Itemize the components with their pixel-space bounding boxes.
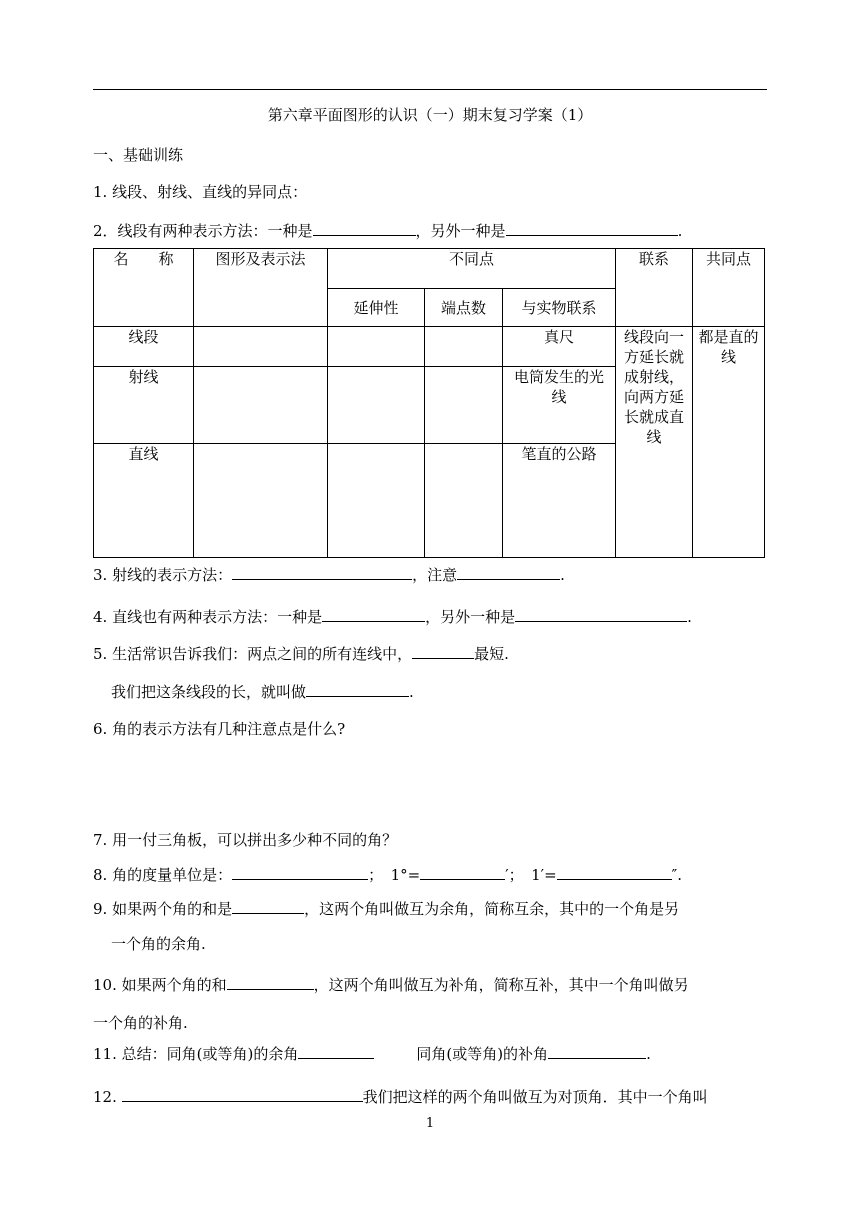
q8-blank-1[interactable] xyxy=(232,864,368,880)
q3-blank-1[interactable] xyxy=(232,564,412,580)
q10-text-a: 10. 如果两个角的和 xyxy=(93,976,227,994)
q2-blank-1[interactable] xyxy=(313,220,416,236)
q8-text-c: ′； 1′= xyxy=(505,866,557,884)
q5-text-b: 最短. xyxy=(474,645,509,663)
row-ray-real-line-1: 电筒发生的光 xyxy=(514,368,605,386)
q2-blank-2[interactable] xyxy=(506,220,678,236)
row-ray-figure[interactable] xyxy=(194,367,328,444)
q8-text-a: 8. 角的度量单位是： xyxy=(93,866,233,884)
row-segment-name: 线段 xyxy=(94,327,194,367)
q3-blank-2[interactable] xyxy=(457,564,560,580)
common-cell xyxy=(693,327,765,558)
q11-blank-2[interactable] xyxy=(548,1043,646,1059)
question-2 xyxy=(93,220,682,241)
question-10-continued: 一个角的补角. xyxy=(93,1014,188,1032)
comparison-table xyxy=(93,248,765,558)
header-name: 名 称 xyxy=(94,249,194,327)
header-rule xyxy=(93,89,767,90)
question-9 xyxy=(93,898,679,919)
question-9-continued: 一个角的余角. xyxy=(111,935,206,953)
q8-blank-2[interactable] xyxy=(420,864,505,880)
row-line-real: 笔直的公路 xyxy=(503,444,616,558)
question-8 xyxy=(93,864,682,885)
common-line-2: 线 xyxy=(721,348,737,366)
q8-blank-3[interactable] xyxy=(557,864,672,880)
row-line-extend[interactable] xyxy=(328,444,425,558)
q5-text-c: 我们把这条线段的长，就叫做 xyxy=(111,683,307,701)
q12-text-b: 我们把这样的两个角叫做互为对顶角．其中一个角叫 xyxy=(362,1088,708,1106)
row-segment-extend[interactable] xyxy=(328,327,425,367)
q3-text-b: ，注意 xyxy=(412,566,458,584)
section-heading: 一、基础训练 xyxy=(93,146,184,164)
q5-blank-1[interactable] xyxy=(412,643,474,659)
q10-blank-1[interactable] xyxy=(227,974,314,990)
q8-text-b: ； 1°= xyxy=(368,866,421,884)
row-ray-real xyxy=(503,367,616,444)
q9-blank-1[interactable] xyxy=(232,898,304,914)
q8-text-d: ″. xyxy=(671,866,683,884)
link-line-4: 向两方延 xyxy=(624,388,685,406)
link-line-3: 成射线， xyxy=(624,368,685,386)
header-difference: 不同点 xyxy=(328,249,616,289)
q4-blank-1[interactable] xyxy=(322,606,425,622)
question-3 xyxy=(93,564,565,585)
header-link: 联系 xyxy=(616,249,693,327)
common-line-1: 都是直的 xyxy=(698,328,759,346)
q10-text-b: ，这两个角叫做互为补角，简称互补，其中一个角叫做另 xyxy=(313,976,689,994)
q9-text-b: ，这两个角叫做互为余角，简称互余，其中的一个角是另 xyxy=(304,900,680,918)
link-line-6: 线 xyxy=(646,428,662,446)
link-line-2: 方延长就 xyxy=(624,348,685,366)
q4-blank-2[interactable] xyxy=(515,606,687,622)
q12-text-a: 12. xyxy=(93,1088,122,1106)
row-ray-real-line-2: 线 xyxy=(551,388,567,406)
question-4 xyxy=(93,606,692,627)
question-7: 7. 用一付三角板，可以拼出多少种不同的角？ xyxy=(93,831,398,849)
page-number: 1 xyxy=(425,1116,435,1131)
q4-text-a: 4. 直线也有两种表示方法：一种是 xyxy=(93,608,323,626)
q3-text-a: 3. 射线的表示方法： xyxy=(93,566,233,584)
q11-text-a: 11. 总结：同角(或等角)的余角 xyxy=(93,1045,299,1063)
question-5-continued xyxy=(111,681,414,702)
question-1: 1. 线段、射线、直线的异同点： xyxy=(93,183,308,201)
q3-text-c: . xyxy=(560,566,565,584)
question-11 xyxy=(93,1043,651,1064)
question-5 xyxy=(93,643,509,664)
question-10 xyxy=(93,974,689,995)
q11-blank-1[interactable] xyxy=(298,1043,374,1059)
link-line-5: 长就成直 xyxy=(624,408,685,426)
q5-text-a: 5. 生活常识告诉我们：两点之间的所有连线中， xyxy=(93,645,413,663)
q2-text-b: ，另外一种是 xyxy=(415,222,506,240)
link-cell xyxy=(616,327,693,558)
row-segment-figure[interactable] xyxy=(194,327,328,367)
q9-text-a: 9. 如果两个角的和是 xyxy=(93,900,233,918)
header-figure: 图形及表示法 xyxy=(194,249,328,327)
q11-text-c: . xyxy=(646,1045,651,1063)
question-12 xyxy=(93,1086,708,1107)
q4-text-b: ，另外一种是 xyxy=(425,608,516,626)
row-ray-endpoints[interactable] xyxy=(425,367,503,444)
row-line-endpoints[interactable] xyxy=(425,444,503,558)
row-segment-endpoints[interactable] xyxy=(425,327,503,367)
question-6: 6. 角的表示方法有几种注意点是什么? xyxy=(93,720,346,738)
q4-text-c: . xyxy=(687,608,692,626)
q5-blank-2[interactable] xyxy=(306,681,409,697)
row-line-name: 直线 xyxy=(94,444,194,558)
header-extend: 延伸性 xyxy=(328,289,425,327)
q2-text-a: 2．线段有两种表示方法：一种是 xyxy=(93,222,313,240)
header-common: 共同点 xyxy=(693,249,765,327)
row-segment-real: 真尺 xyxy=(503,327,616,367)
page-title: 第六章平面图形的认识（一）期末复习学案（1） xyxy=(267,106,593,124)
q2-text-c: . xyxy=(677,222,683,240)
link-line-1: 线段向一 xyxy=(624,328,685,346)
q5-text-d: . xyxy=(409,683,414,701)
header-real-object: 与实物联系 xyxy=(503,289,616,327)
row-ray-name: 射线 xyxy=(94,367,194,444)
q12-blank-1[interactable] xyxy=(122,1086,363,1102)
row-ray-extend[interactable] xyxy=(328,367,425,444)
q11-text-b: 同角(或等角)的补角 xyxy=(416,1045,549,1063)
header-endpoints: 端点数 xyxy=(425,289,503,327)
row-line-figure[interactable] xyxy=(194,444,328,558)
